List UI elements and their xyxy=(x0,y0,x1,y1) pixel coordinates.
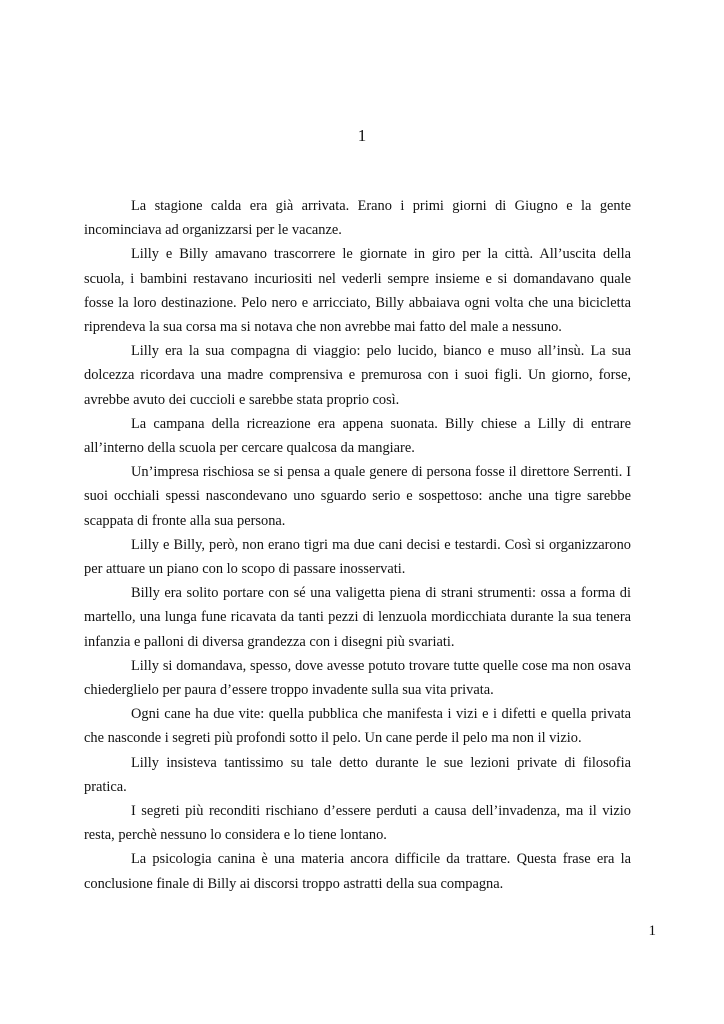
paragraph: Lilly e Billy amavano trascorrere le giornate in giro per la città. All’uscita della scuola, i bambini restavano incuriositi nel vederli sempre insieme e si domandavano quale fosse la loro destinazione. Pelo nero e arricciato, Billy abbaiava ogni volta che una bicicletta riprendeva la sua corsa ma si notava che non avrebbe mai fatto del male a nessuno. xyxy=(84,246,631,336)
paragraph: Billy era solito portare con sé una valigetta piena di strani strumenti: ossa a forma di martello, una lunga fune ricavata da tanti pezzi di lenzuola mordicchiata durante la sua tenera infanzia e palloni di diversa grandezza con i disegni più svariati. xyxy=(84,585,631,650)
paragraph: Lilly e Billy, però, non erano tigri ma due cani decisi e testardi. Così si organizzarono per attuare un piano con lo scopo di passare inosservati. xyxy=(84,536,631,578)
paragraph: Lilly insisteva tantissimo su tale detto durante le sue lezioni private di filosofia pratica. xyxy=(84,754,631,795)
paragraph: La psicologia canina è una materia ancora difficile da trattare. Questa frase era la conclusione finale di Billy ai discorsi troppo astratti della sua compagna. xyxy=(84,851,631,892)
paragraph: I segreti più reconditi rischiano d’essere perduti a causa dell’invadenza, ma il vizio resta, perchè nessuno lo considera e lo tiene lontano. xyxy=(84,803,631,844)
paragraph: Un’impresa rischiosa se si pensa a quale genere di persona fosse il direttore Serrenti. I suoi occhiali spessi nascondevano uno sguardo serio e sospettoso: anche una tigre sarebbe scappata di fronte alla sua persona. xyxy=(84,464,631,529)
paragraph: Lilly era la sua compagna di viaggio: pelo lucido, bianco e muso all’insù. La sua dolcezza ricordava una madre comprensiva e premurosa con i suoi figli. Un giorno, forse, avrebbe avuto dei cuccioli e sarebbe stata proprio così. xyxy=(84,343,631,408)
paragraph: Lilly si domandava, spesso, dove avesse potuto trovare tutte quelle cose ma non osava chiederglielo per paura d’essere troppo invadente sulla sua vita privata. xyxy=(84,657,631,699)
paragraph: La stagione calda era già arrivata. Erano i primi giorni di Giugno e la gente incominciava ad organizzarsi per le vacanze. xyxy=(84,198,631,239)
paragraph: Ogni cane ha due vite: quella pubblica che manifesta i vizi e i difetti e quella privata che nasconde i segreti più profondi sotto il pelo. Un cane perde il pelo ma non il vizio. xyxy=(84,706,631,747)
body-text xyxy=(84,194,631,896)
page-number: 1 xyxy=(648,923,656,939)
chapter-number: 1 xyxy=(357,126,367,145)
paragraph: La campana della ricreazione era appena suonata. Billy chiese a Lilly di entrare all’interno della scuola per cercare qualcosa da mangiare. xyxy=(84,415,631,457)
